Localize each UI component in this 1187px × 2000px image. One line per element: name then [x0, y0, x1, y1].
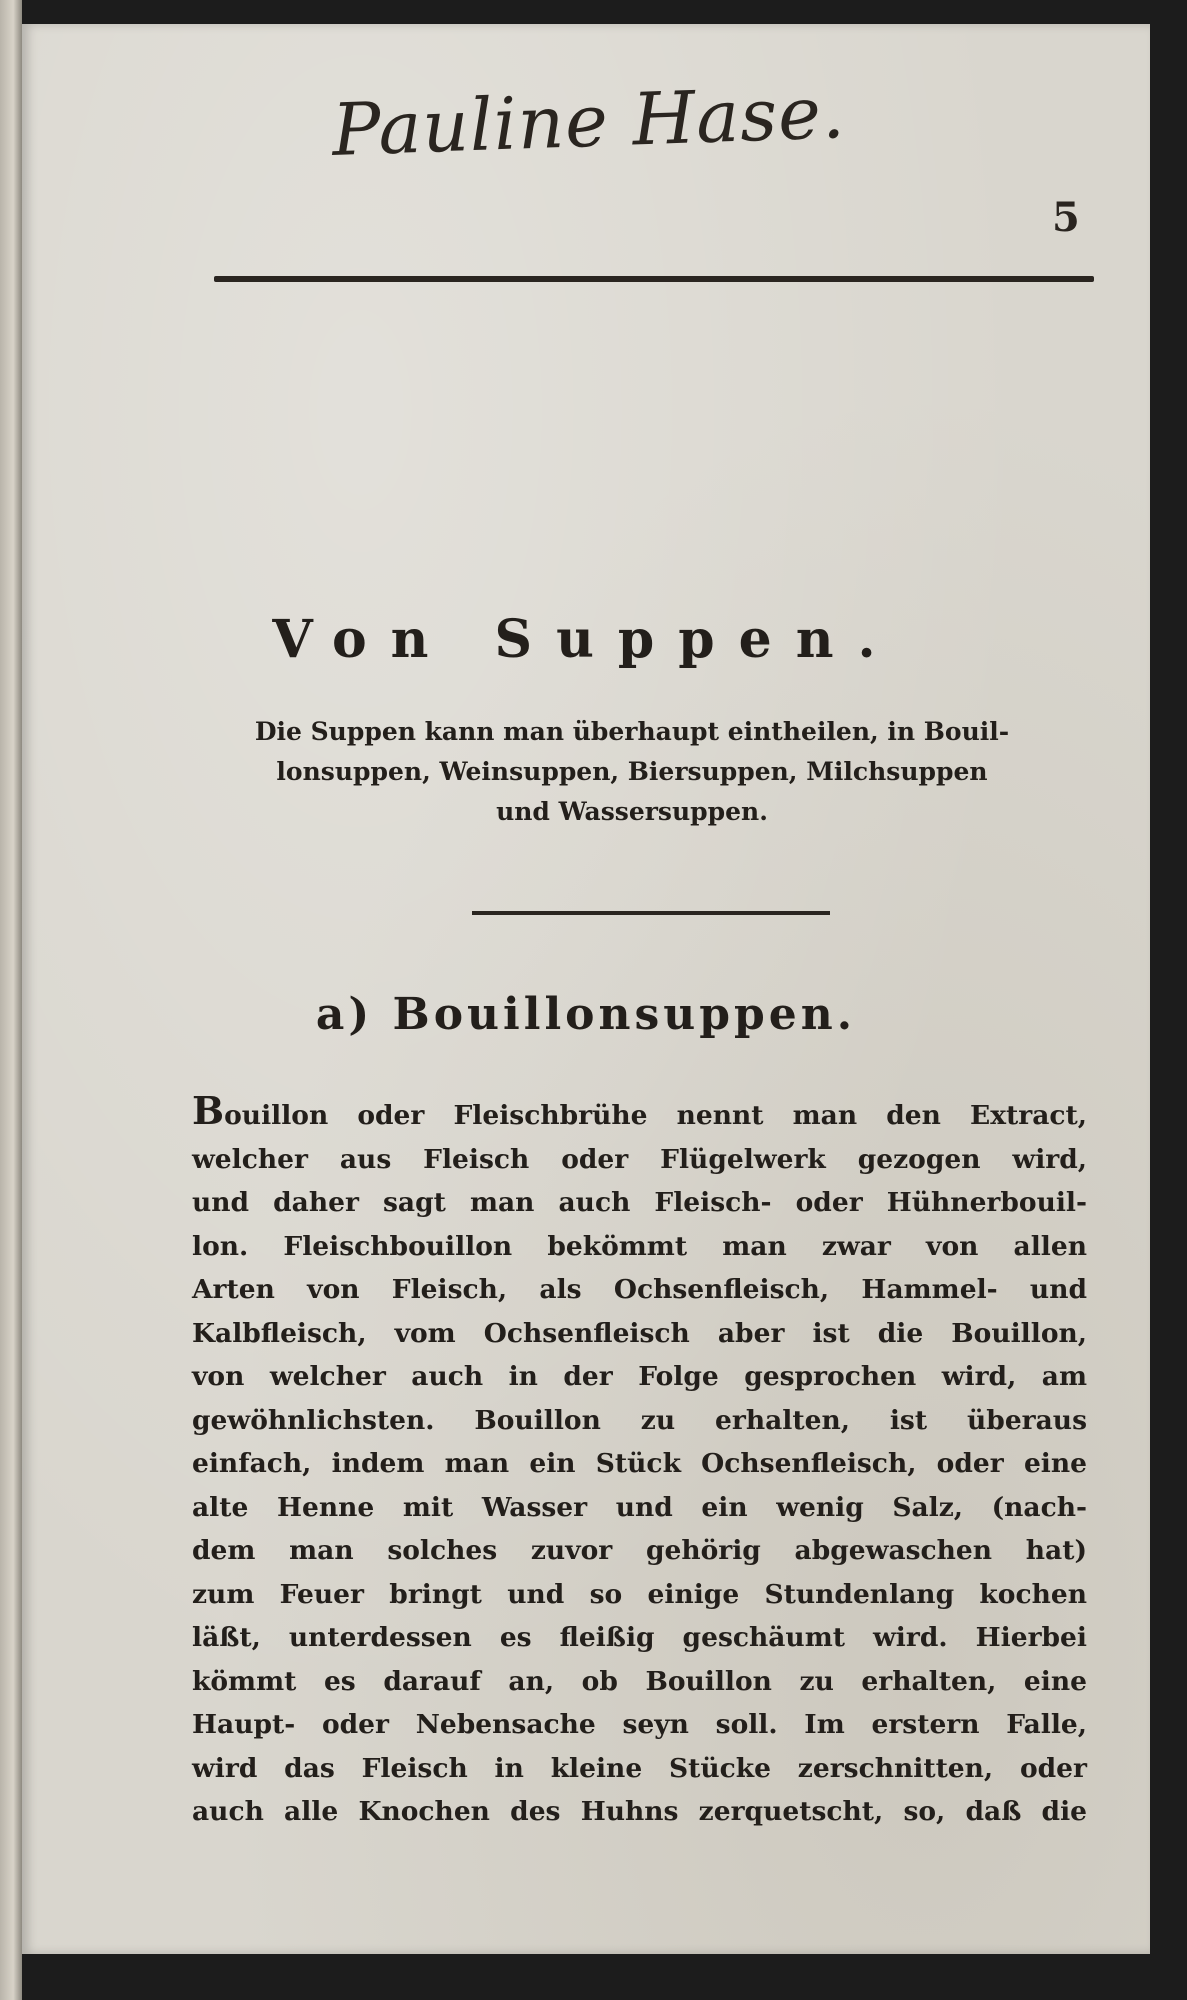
- intro-paragraph: [192, 712, 1072, 832]
- body-paragraph: [192, 1089, 1087, 1834]
- body-line: von welcher auch in der Folge gesprochen wird, am: [192, 1361, 1087, 1392]
- body-line: dem man solches zuvor gehörig abgewaschen hat): [192, 1535, 1087, 1566]
- body-line: Arten von Fleisch, als Ochsenfleisch, Hammel- und: [192, 1274, 1087, 1305]
- body-line: welcher aus Fleisch oder Flügelwerk gezogen wird,: [192, 1143, 1087, 1175]
- intro-line: lonsuppen, Weinsuppen, Biersuppen, Milchsuppen: [276, 757, 988, 786]
- section-divider: [472, 911, 830, 915]
- body-line: Haupt- oder Nebensache seyn soll. Im erstern Falle,: [192, 1709, 1087, 1740]
- page-number: 5: [1052, 194, 1080, 241]
- body-line: läßt, unterdessen es fleißig geschäumt wird. Hierbei: [192, 1622, 1087, 1653]
- body-line: Bouillon oder Fleischbrühe nennt man den Extract,: [192, 1088, 1087, 1133]
- chapter-title: Von Suppen.: [272, 609, 900, 670]
- page-sheet: [22, 24, 1150, 1954]
- body-line: gewöhnlichsten. Bouillon zu erhalten, ist überaus: [192, 1404, 1087, 1436]
- body-line: wird das Fleisch in kleine Stücke zerschnitten, oder: [192, 1752, 1087, 1784]
- header-rule: [214, 276, 1094, 282]
- body-line: kömmt es darauf an, ob Bouillon zu erhalten, eine: [192, 1665, 1087, 1697]
- body-line: Kalbfleisch, vom Ochsenfleisch aber ist die Bouillon,: [192, 1317, 1087, 1349]
- intro-line: und Wassersuppen.: [496, 797, 768, 826]
- intro-line: Die Suppen kann man überhaupt eintheilen, in Bouil-: [254, 717, 1010, 746]
- book-binding-edge: [0, 0, 22, 2000]
- owner-signature: Pauline Hase.: [330, 70, 847, 172]
- section-title: a) Bouillonsuppen.: [315, 989, 857, 1040]
- body-line: auch alle Knochen des Huhns zerquetscht, so, daß die: [192, 1796, 1087, 1827]
- body-line: zum Feuer bringt und so einige Stundenlang kochen: [192, 1578, 1087, 1610]
- body-line: alte Henne mit Wasser und ein wenig Salz, (nach-: [192, 1491, 1087, 1523]
- body-line: einfach, indem man ein Stück Ochsenfleisch, oder eine: [192, 1448, 1087, 1479]
- body-line: lon. Fleischbouillon bekömmt man zwar von allen: [192, 1230, 1087, 1262]
- body-line: und daher sagt man auch Fleisch- oder Hühnerbouil-: [192, 1187, 1087, 1218]
